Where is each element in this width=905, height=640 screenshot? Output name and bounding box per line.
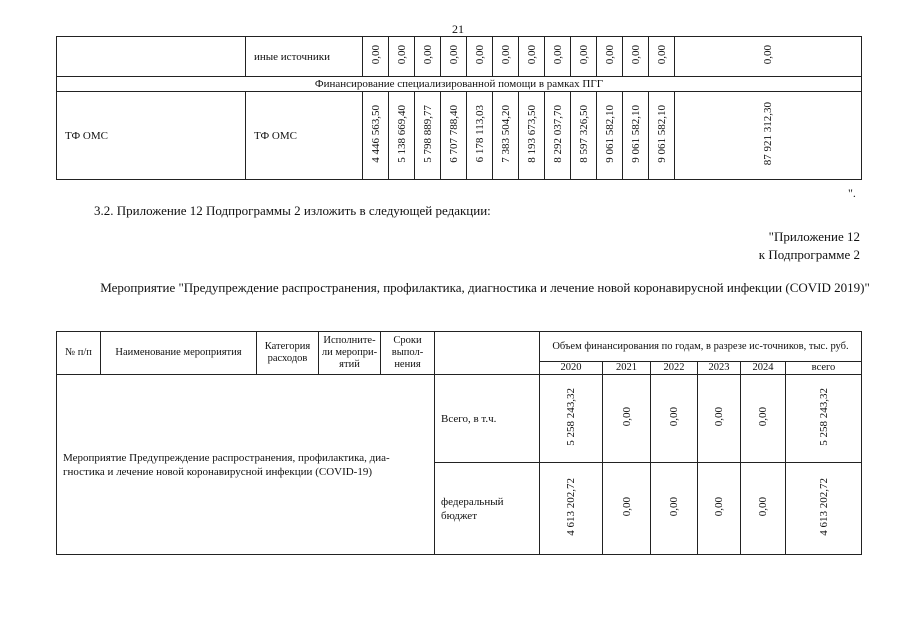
value-cell: 0,00 bbox=[668, 407, 680, 427]
section-title: Финансирование специализированной помощи в рамках ПГГ bbox=[57, 77, 862, 92]
value-cell: 0,00 bbox=[603, 45, 616, 65]
value-cell: 9 061 582,10 bbox=[603, 105, 616, 163]
header-volume: Объем финансирования по годам, в разрезе ис-точников, тыс. руб. bbox=[540, 332, 862, 362]
instruction-paragraph: 3.2. Приложение 12 Подпрограммы 2 изложить в следующей редакции: bbox=[94, 203, 491, 218]
appendix-line-1: "Приложение 12 bbox=[768, 229, 860, 244]
value-cell: 0,00 bbox=[395, 45, 408, 65]
value-cell: 0,00 bbox=[369, 45, 382, 65]
header-source-blank bbox=[435, 332, 540, 375]
year-header: 2023 bbox=[698, 362, 741, 375]
total-cell: 5 258 243,32 bbox=[817, 388, 830, 446]
value-cell: 9 061 582,10 bbox=[655, 105, 668, 163]
value-cell: 0,00 bbox=[629, 45, 642, 65]
value-cell: 0,00 bbox=[620, 497, 633, 517]
value-cell: 0,00 bbox=[668, 497, 680, 517]
value-cell: 0,00 bbox=[713, 407, 725, 427]
year-header: 2024 bbox=[741, 362, 786, 375]
page-number: 21 bbox=[452, 22, 464, 36]
section-title-row bbox=[57, 77, 862, 92]
value-cell: 0,00 bbox=[421, 45, 434, 65]
value-cell: 0,00 bbox=[499, 45, 512, 65]
value-cell: 5 258 243,32 bbox=[565, 388, 577, 446]
value-cell: 0,00 bbox=[447, 45, 460, 65]
value-cell: 9 061 582,10 bbox=[629, 105, 642, 163]
value-cell: 7 383 504,20 bbox=[499, 105, 512, 163]
year-header: 2020 bbox=[540, 362, 603, 375]
value-cell: 6 707 788,40 bbox=[447, 105, 460, 163]
value-cell: 4 446 563,50 bbox=[369, 105, 382, 163]
measure-heading: Мероприятие "Предупреждение распространения, профилактика, диагностика и лечение новой коронавирусной инфекции (COVID 2019)" bbox=[100, 280, 870, 295]
row-label: иные источники bbox=[246, 37, 363, 77]
value-cell: 4 613 202,72 bbox=[565, 478, 577, 536]
year-header: 2021 bbox=[603, 362, 651, 375]
value-cell: 0,00 bbox=[551, 45, 564, 65]
measure-name: Мероприятие Предупреждение распространения, профилактика, диа-гностика и лечение новой коронавирусной инфекции (COVID-19) bbox=[57, 375, 435, 555]
value-cell: 0,00 bbox=[757, 497, 769, 517]
value-cell: 6 178 113,03 bbox=[473, 105, 486, 163]
financing-table-top bbox=[56, 36, 862, 180]
year-header: 2022 bbox=[651, 362, 698, 375]
total-cell: 4 613 202,72 bbox=[817, 478, 830, 536]
header-executors: Исполните-ли меропри-ятий bbox=[319, 332, 381, 375]
data-row-total bbox=[57, 375, 862, 463]
row-tfoms bbox=[57, 92, 862, 180]
appendix-reference bbox=[759, 228, 860, 264]
row-label: ТФ ОМС bbox=[246, 92, 363, 180]
value-cell: 0,00 bbox=[577, 45, 590, 65]
year-header: всего bbox=[786, 362, 862, 375]
value-cell: 8 597 326,50 bbox=[577, 105, 590, 163]
value-cell: 0,00 bbox=[620, 407, 633, 427]
total-cell: 87 921 312,30 bbox=[762, 102, 774, 166]
financing-table-measure bbox=[56, 331, 862, 555]
appendix-line-2: к Подпрограмме 2 bbox=[758, 247, 860, 262]
header-category: Категория расходов bbox=[257, 332, 319, 375]
value-cell: 8 292 037,70 bbox=[551, 105, 564, 163]
value-cell: 8 193 673,50 bbox=[525, 105, 538, 163]
value-cell: 0,00 bbox=[473, 45, 486, 65]
header-num: № п/п bbox=[57, 332, 101, 375]
header-name: Наименование мероприятия bbox=[101, 332, 257, 375]
closing-quote: ". bbox=[848, 186, 856, 200]
source-label: Всего, в т.ч. bbox=[435, 375, 540, 463]
value-cell: 0,00 bbox=[525, 45, 538, 65]
value-cell: 0,00 bbox=[655, 45, 668, 65]
row-name: ТФ ОМС bbox=[57, 92, 246, 180]
value-cell: 5 138 669,40 bbox=[395, 105, 408, 163]
header-row bbox=[57, 332, 862, 362]
value-cell: 0,00 bbox=[713, 497, 725, 517]
value-cell: 5 798 889,77 bbox=[421, 105, 434, 163]
header-terms: Сроки выпол-нения bbox=[381, 332, 435, 375]
value-cell: 0,00 bbox=[757, 407, 769, 427]
empty-name-cell bbox=[57, 37, 246, 77]
source-label: федеральный бюджет bbox=[435, 463, 540, 555]
total-cell: 0,00 bbox=[762, 45, 774, 65]
row-other-sources bbox=[57, 37, 862, 77]
